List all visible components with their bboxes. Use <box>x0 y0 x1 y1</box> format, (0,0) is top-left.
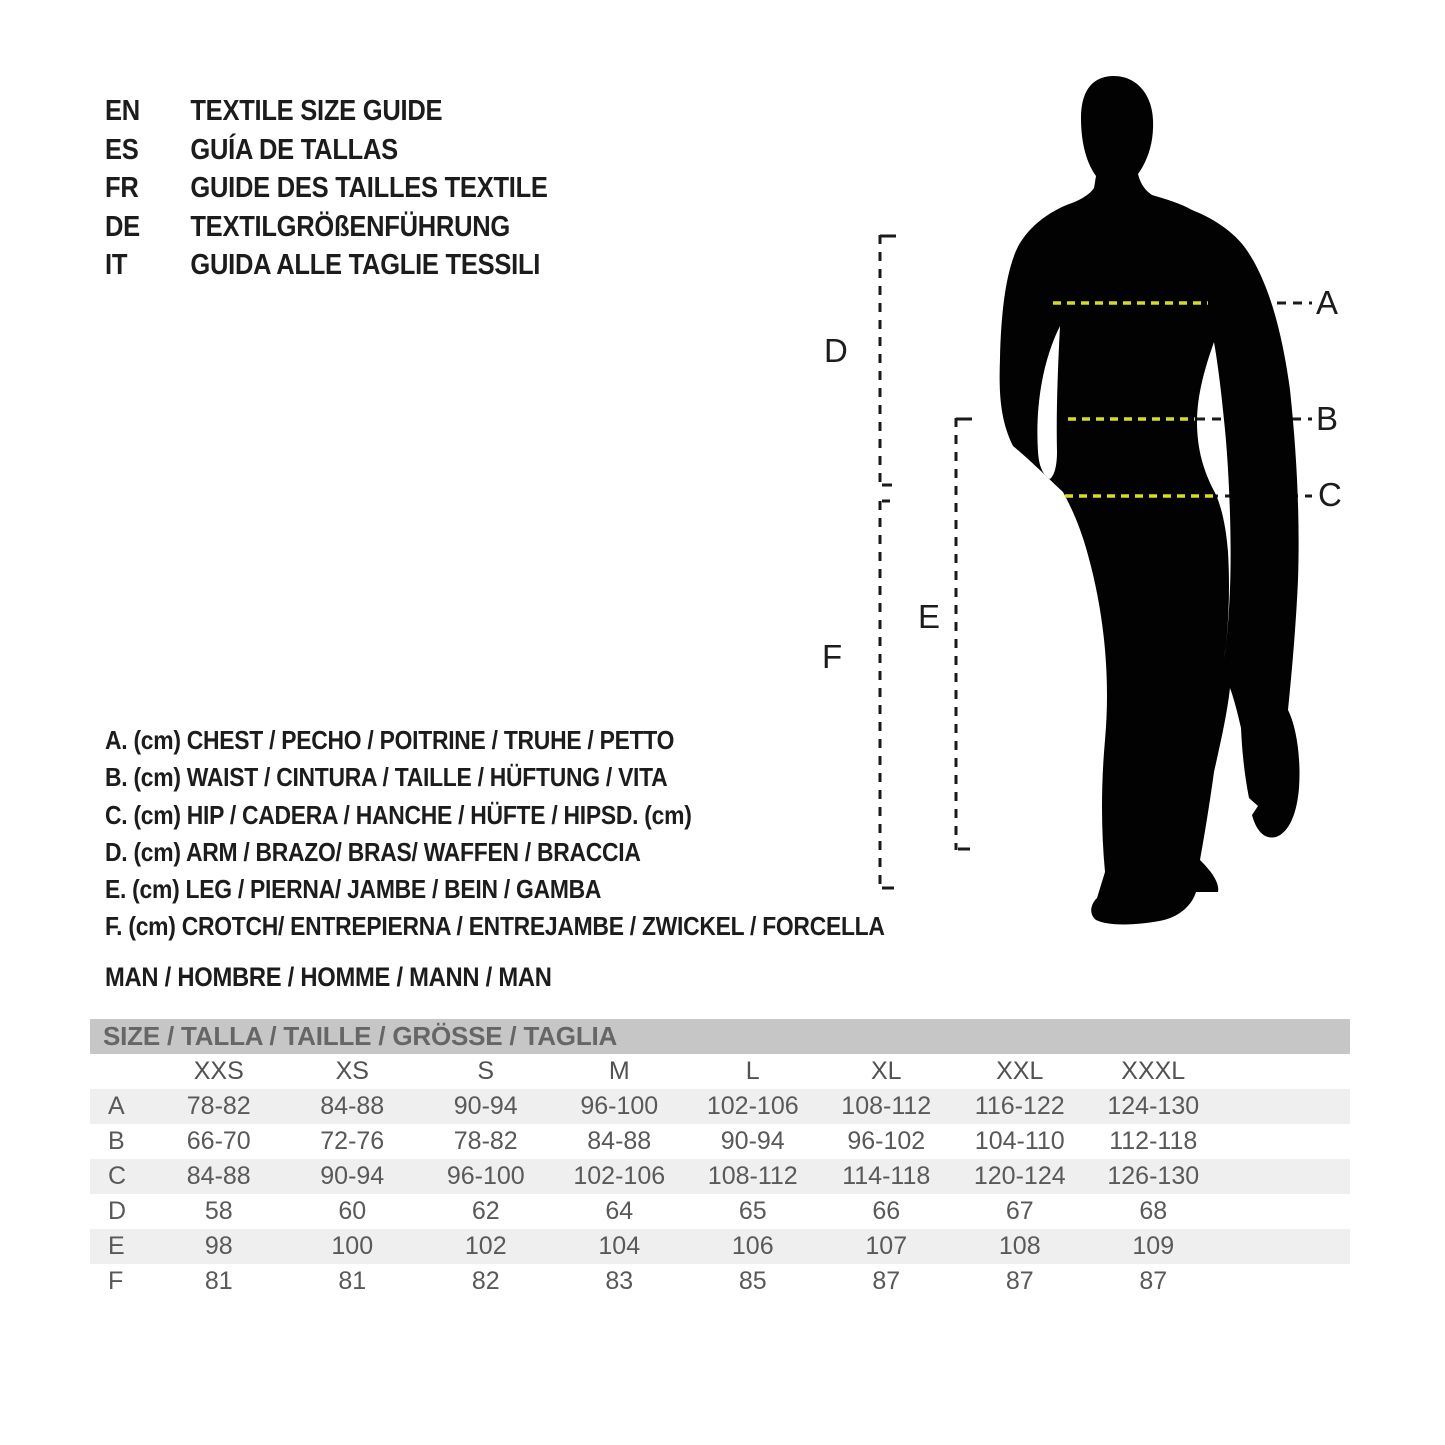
size-value-cell: 83 <box>605 1267 634 1295</box>
size-value-cell: 107 <box>865 1232 908 1260</box>
man-silhouette <box>1000 76 1300 925</box>
size-value-cell: 102-106 <box>706 1092 799 1120</box>
size-value-cell: 85 <box>738 1267 767 1295</box>
language-row <box>105 169 548 208</box>
size-value-cell: 82 <box>471 1267 500 1295</box>
size-value-cell: 104 <box>598 1232 641 1260</box>
size-column-header: L <box>745 1057 760 1085</box>
size-table-row <box>90 1124 1350 1159</box>
language-title: TEXTILE SIZE GUIDE <box>190 95 443 127</box>
size-column-header: XXXL <box>1121 1057 1186 1085</box>
measure-label-d: D <box>824 332 848 369</box>
size-table-header: SIZE / TALLA / TAILLE / GRÖSSE / TAGLIA <box>90 1019 1350 1054</box>
size-value-cell: 114-118 <box>842 1162 931 1190</box>
size-value-cell: 90-94 <box>453 1092 518 1120</box>
size-value-cell: 100 <box>331 1232 374 1260</box>
size-value-cell: 81 <box>204 1267 233 1295</box>
size-value-cell: 65 <box>738 1197 767 1225</box>
measure-label-a: A <box>1316 284 1338 321</box>
size-table-row <box>90 1229 1350 1264</box>
size-value-cell: 116-122 <box>974 1092 1065 1120</box>
size-value-cell: 87 <box>1139 1267 1168 1295</box>
size-value-cell: 90-94 <box>720 1127 785 1155</box>
row-filler <box>1220 1089 1350 1124</box>
size-value-cell: 108 <box>998 1232 1041 1260</box>
size-value-cell: 112-118 <box>1109 1127 1198 1155</box>
measurement-label: B. (cm) WAIST / CINTURA / TAILLE / HÜFTUNG / VITA <box>105 762 668 793</box>
size-column-header: XXS <box>193 1057 244 1085</box>
size-value-cell: 98 <box>204 1232 233 1260</box>
size-value-cell: 106 <box>731 1232 774 1260</box>
size-value-cell: 64 <box>605 1197 634 1225</box>
language-title: TEXTILGRÖßENFÜHRUNG <box>190 210 511 243</box>
row-label: A <box>108 1092 125 1120</box>
language-row <box>105 131 548 170</box>
size-value-cell: 78-82 <box>453 1127 518 1155</box>
measurement-label: A. (cm) CHEST / PECHO / POITRINE / TRUHE / PETTO <box>105 725 675 755</box>
size-column-header: XXL <box>996 1057 1044 1085</box>
vertical-measure-lines <box>880 235 956 888</box>
row-filler <box>1220 1124 1350 1159</box>
row-filler <box>1220 1264 1350 1299</box>
measurement-label: C. (cm) HIP / CADERA / HANCHE / HÜFTE / HIPSD. (cm) <box>105 799 692 830</box>
language-code: EN <box>105 95 140 127</box>
size-value-cell: 84-88 <box>186 1162 251 1190</box>
size-value-cell: 104-110 <box>974 1127 1065 1155</box>
language-title: GUIDE DES TAILLES TEXTILE <box>190 172 548 205</box>
measure-label-c: C <box>1318 476 1342 513</box>
size-value-cell: 62 <box>471 1197 500 1225</box>
size-value-cell: 96-102 <box>847 1127 926 1155</box>
size-value-cell: 96-100 <box>446 1162 525 1190</box>
language-code: ES <box>105 133 139 166</box>
size-value-cell: 81 <box>338 1267 367 1295</box>
size-value-cell: 68 <box>1139 1197 1168 1225</box>
row-label: E <box>108 1232 125 1260</box>
size-column-header: XL <box>870 1057 902 1085</box>
size-table-row <box>90 1159 1350 1194</box>
size-value-cell: 108-112 <box>707 1162 798 1190</box>
size-value-cell: 96-100 <box>580 1092 659 1120</box>
row-label: D <box>108 1197 127 1225</box>
size-table-rows <box>90 1054 1350 1299</box>
size-table <box>90 1019 1350 1299</box>
measure-label-f: F <box>822 638 842 675</box>
size-column-header: S <box>477 1057 495 1085</box>
language-title: GUÍA DE TALLAS <box>190 133 398 166</box>
size-table-row <box>90 1089 1350 1124</box>
size-value-cell: 84-88 <box>587 1127 652 1155</box>
size-value-cell: 78-82 <box>186 1092 251 1120</box>
size-column-header: XS <box>335 1057 369 1085</box>
size-value-cell: 126-130 <box>1107 1162 1200 1190</box>
size-header-spacer <box>90 1054 152 1089</box>
size-value-cell: 87 <box>1005 1267 1034 1295</box>
size-table-row <box>90 1194 1350 1229</box>
language-code: IT <box>105 249 128 282</box>
size-table-row <box>90 1264 1350 1299</box>
row-filler <box>1220 1194 1350 1229</box>
size-value-cell: 66 <box>872 1197 901 1225</box>
size-value-cell: 120-124 <box>973 1162 1066 1190</box>
size-value-cell: 58 <box>204 1197 233 1225</box>
size-value-cell: 109 <box>1132 1232 1175 1260</box>
language-title: GUIDA ALLE TAGLIE TESSILI <box>190 249 541 282</box>
row-filler <box>1220 1159 1350 1194</box>
row-label: F <box>108 1267 124 1295</box>
size-value-cell: 87 <box>872 1267 901 1295</box>
size-value-cell: 84-88 <box>320 1092 385 1120</box>
size-value-cell: 66-70 <box>186 1127 251 1155</box>
measurement-legend <box>105 722 885 946</box>
man-silhouette-figure <box>820 60 1380 960</box>
measure-label-e: E <box>918 598 940 635</box>
size-value-cell: 67 <box>1005 1197 1034 1225</box>
size-value-cell: 72-76 <box>320 1127 385 1155</box>
language-code: DE <box>105 210 140 243</box>
language-row <box>105 246 548 285</box>
language-code: FR <box>105 172 139 205</box>
measure-ticks <box>880 236 972 888</box>
category-line: MAN / HOMBRE / HOMME / MANN / MAN <box>105 962 552 992</box>
language-row <box>105 208 548 247</box>
size-value-cell: 102 <box>464 1232 507 1260</box>
measure-label-b: B <box>1316 400 1338 437</box>
size-value-cell: 124-130 <box>1107 1092 1200 1120</box>
size-header-filler <box>1220 1054 1350 1089</box>
measurement-label: D. (cm) ARM / BRAZO/ BRAS/ WAFFEN / BRACCIA <box>105 836 641 867</box>
measurement-label: E. (cm) LEG / PIERNA/ JAMBE / BEIN / GAMBA <box>105 874 602 905</box>
row-label: B <box>108 1127 125 1155</box>
size-value-cell: 90-94 <box>320 1162 385 1190</box>
size-value-cell: 60 <box>338 1197 367 1225</box>
size-value-cell: 108-112 <box>841 1092 932 1120</box>
size-value-cell: 102-106 <box>573 1162 666 1190</box>
size-header-row <box>90 1054 1350 1089</box>
size-column-header: M <box>608 1057 630 1085</box>
language-list <box>105 92 548 285</box>
row-filler <box>1220 1229 1350 1264</box>
measurement-label: F. (cm) CROTCH/ ENTREPIERNA / ENTREJAMBE / ZWICKEL / FORCELLA <box>105 911 885 942</box>
language-row <box>105 92 548 131</box>
row-label: C <box>108 1162 127 1190</box>
